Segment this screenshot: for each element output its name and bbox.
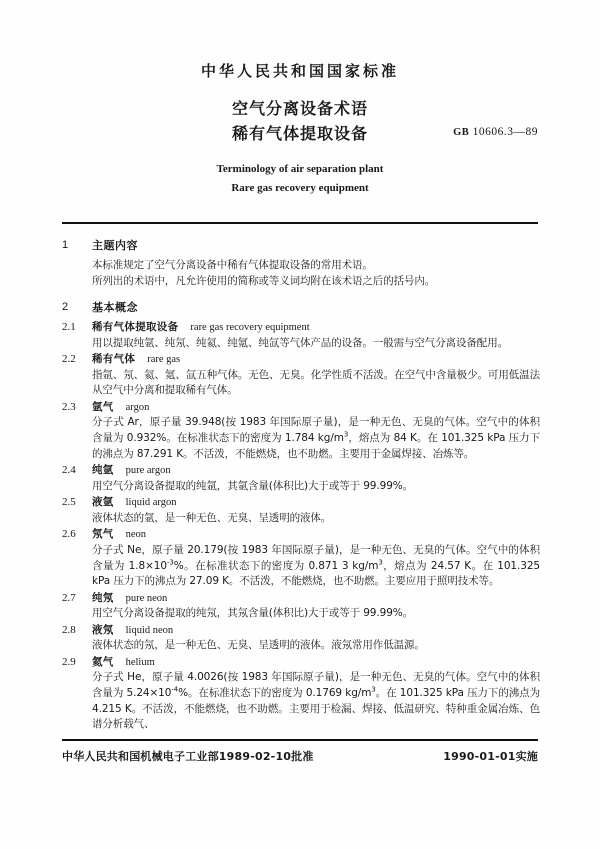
term-entry <box>62 400 540 462</box>
term-entry-heading <box>62 623 540 639</box>
term-name-en: pure neon <box>125 592 168 604</box>
definition-part-3: 。在 101.325 kPa 压力下的沸点为 4.215 K。不活泼，不能燃烧，也不助燃。主要用于检漏、焊接、低温研究、特种重金属冶炼、色谱分析载气、 <box>92 687 540 731</box>
title-cn-line-1: 空气分离设备术语 <box>231 99 368 118</box>
term-entry <box>62 495 540 526</box>
term-definition: 用空气分离设备提取的纯氩，其氩含量(体积比)大于或等于 99.99%。 <box>92 479 414 492</box>
section-2-title: 基本概念 <box>92 301 138 315</box>
term-entry <box>62 623 540 654</box>
footer-effective-date: 1990-01-01实施 <box>443 750 538 763</box>
term-name-cn: 纯氖 <box>92 591 114 604</box>
term-entry-heading <box>62 400 540 416</box>
header-divider-rule <box>62 222 538 224</box>
standard-prefix: GB <box>453 127 470 138</box>
term-name-cn: 氩气 <box>92 400 114 413</box>
term-name-cn: 纯氩 <box>92 464 114 477</box>
term-entry-heading <box>62 352 540 368</box>
term-name-cn: 氖气 <box>92 528 114 541</box>
section-heading-2 <box>62 300 540 315</box>
page-footer <box>62 748 538 764</box>
term-number: 2.6 <box>62 528 76 541</box>
term-entry <box>62 527 540 589</box>
definition-part-2: ，熔点为 84 K。在 101.325 kPa 压力下的沸点为 87.291 K。不活泼，不能燃烧，也不助燃。主要用于金属焊接、冶炼等。 <box>92 432 541 460</box>
title-cn-line-2: 稀有气体提取设备 <box>231 124 368 143</box>
section-heading-1 <box>62 238 540 253</box>
term-definition: 液体状态的氖，是一种无色、无臭、呈透明的液体。液氖常用作低温源。 <box>92 639 425 652</box>
section-1-number: 1 <box>62 239 69 251</box>
term-name-en: argon <box>125 401 150 413</box>
term-number: 2.5 <box>62 496 76 509</box>
section-2-number: 2 <box>62 301 69 314</box>
term-definition: 用空气分离设备提取的纯氖，其氖含量(体积比)大于或等于 99.99%。 <box>92 607 414 620</box>
section-1-title: 主题内容 <box>92 239 138 252</box>
unit-exponent: 3 <box>343 430 349 439</box>
term-name-cn: 氦气 <box>92 655 114 668</box>
term-definition <box>92 670 540 732</box>
term-entry-heading <box>62 495 540 511</box>
term-number: 2.4 <box>62 464 76 477</box>
term-entry <box>62 591 540 622</box>
term-name-cn: 液氖 <box>92 623 114 636</box>
definition-part-1: 分子式 Ar，原子量 39.948(按 1983 年国际原子量)，是一种无色、无臭的气体。空气中的体积含量为 0.932%。在标准状态下的密度为 1.784 kg/m <box>92 416 540 445</box>
term-name-en: rare gas <box>147 354 181 366</box>
term-entry-heading <box>62 320 540 336</box>
term-name-en: pure argon <box>125 465 171 477</box>
title-en-line-1: Terminology of air separation plant <box>216 163 384 175</box>
definition-part-1: 分子式 Ne，原子量 20.179(按 1983 年国际原子量)，是一种无色、无臭的气体。空气中的体积含量为 1.8×10 <box>92 543 540 572</box>
term-entry-heading <box>62 655 540 671</box>
section-1-paragraph-1: 本标准规定了空气分离设备中稀有气体提取设备的常用术语。 <box>92 259 373 271</box>
term-definition: 用以提取纯氩、纯氖、纯氦、纯氪、纯氙等气体产品的设备。一般需与空气分离设备配用。 <box>92 336 508 349</box>
term-name-cn: 稀有气体提取设备 <box>92 321 179 334</box>
term-entry-heading <box>62 591 540 607</box>
term-definition: 指氩、氖、氦、氪、氙五种气体。无色、无臭。化学性质不活泼。在空气中含量极少。可用低温法从空气中分离和提取稀有气体。 <box>92 368 540 397</box>
unit-exponent: 3 <box>378 558 383 567</box>
definition-part-3: ，熔点为 24.57 K。在 101.325 kPa 压力下的沸点为 27.09 K。不活泼，不能燃烧，也不助燃。主要应用于照明技术等。 <box>92 559 540 588</box>
definition-part-2: %。在标准状态下的密度为 0.1769 kg/m <box>178 687 372 699</box>
document-body <box>62 238 540 734</box>
definition-part-1: 分子式 He，原子量 4.0026(按 1983 年国际原子量)，是一种无色、无臭的气体。空气中的体积含量为 5.24×10 <box>92 671 540 699</box>
term-number: 2.8 <box>62 623 76 636</box>
term-name-en: liquid neon <box>125 624 174 636</box>
term-name-en: rare gas recovery equipment <box>190 322 310 334</box>
term-entry <box>62 320 540 351</box>
term-number: 2.7 <box>62 591 76 604</box>
percent-exponent: -3 <box>166 558 174 567</box>
term-name-cn: 稀有气体 <box>92 353 136 366</box>
unit-exponent: 3 <box>371 685 376 694</box>
national-standard-heading: 中华人民共和国国家标准 <box>200 62 399 80</box>
term-number: 2.9 <box>62 655 76 668</box>
term-entry <box>62 463 540 494</box>
footer-approval-text: 中华人民共和国机械电子工业部1989-02-10批准 <box>62 750 314 763</box>
percent-exponent: -4 <box>171 685 179 694</box>
standard-number-value: 10606.3—89 <box>472 126 538 138</box>
term-name-en: neon <box>125 529 147 541</box>
document-title-block <box>0 96 600 146</box>
term-definition <box>92 543 540 590</box>
standard-number <box>453 126 538 138</box>
footer-divider-rule <box>62 739 538 741</box>
term-entry-heading <box>62 463 540 479</box>
term-definition: 液体状态的氩，是一种无色、无臭、呈透明的液体。 <box>92 511 332 524</box>
term-number: 2.3 <box>62 400 76 413</box>
section-1-paragraphs <box>62 258 540 289</box>
term-number: 2.1 <box>62 321 76 334</box>
term-name-en: helium <box>125 656 155 668</box>
term-name-en: liquid argon <box>125 497 177 509</box>
term-name-cn: 液氩 <box>92 496 114 509</box>
term-definition <box>92 415 540 462</box>
document-title-en <box>0 160 600 198</box>
term-entry <box>62 352 540 399</box>
section-1-paragraph-2: 所列出的术语中，凡允许使用的简称或等义词均附在该术语之后的括号内。 <box>92 274 436 287</box>
term-number: 2.2 <box>62 353 76 366</box>
term-entry <box>62 655 540 733</box>
title-en-line-2: Rare gas recovery equipment <box>231 182 369 194</box>
definition-part-2: %。在标准状态下的密度为 0.871 3 kg/m <box>173 559 379 572</box>
term-entry-heading <box>62 527 540 543</box>
